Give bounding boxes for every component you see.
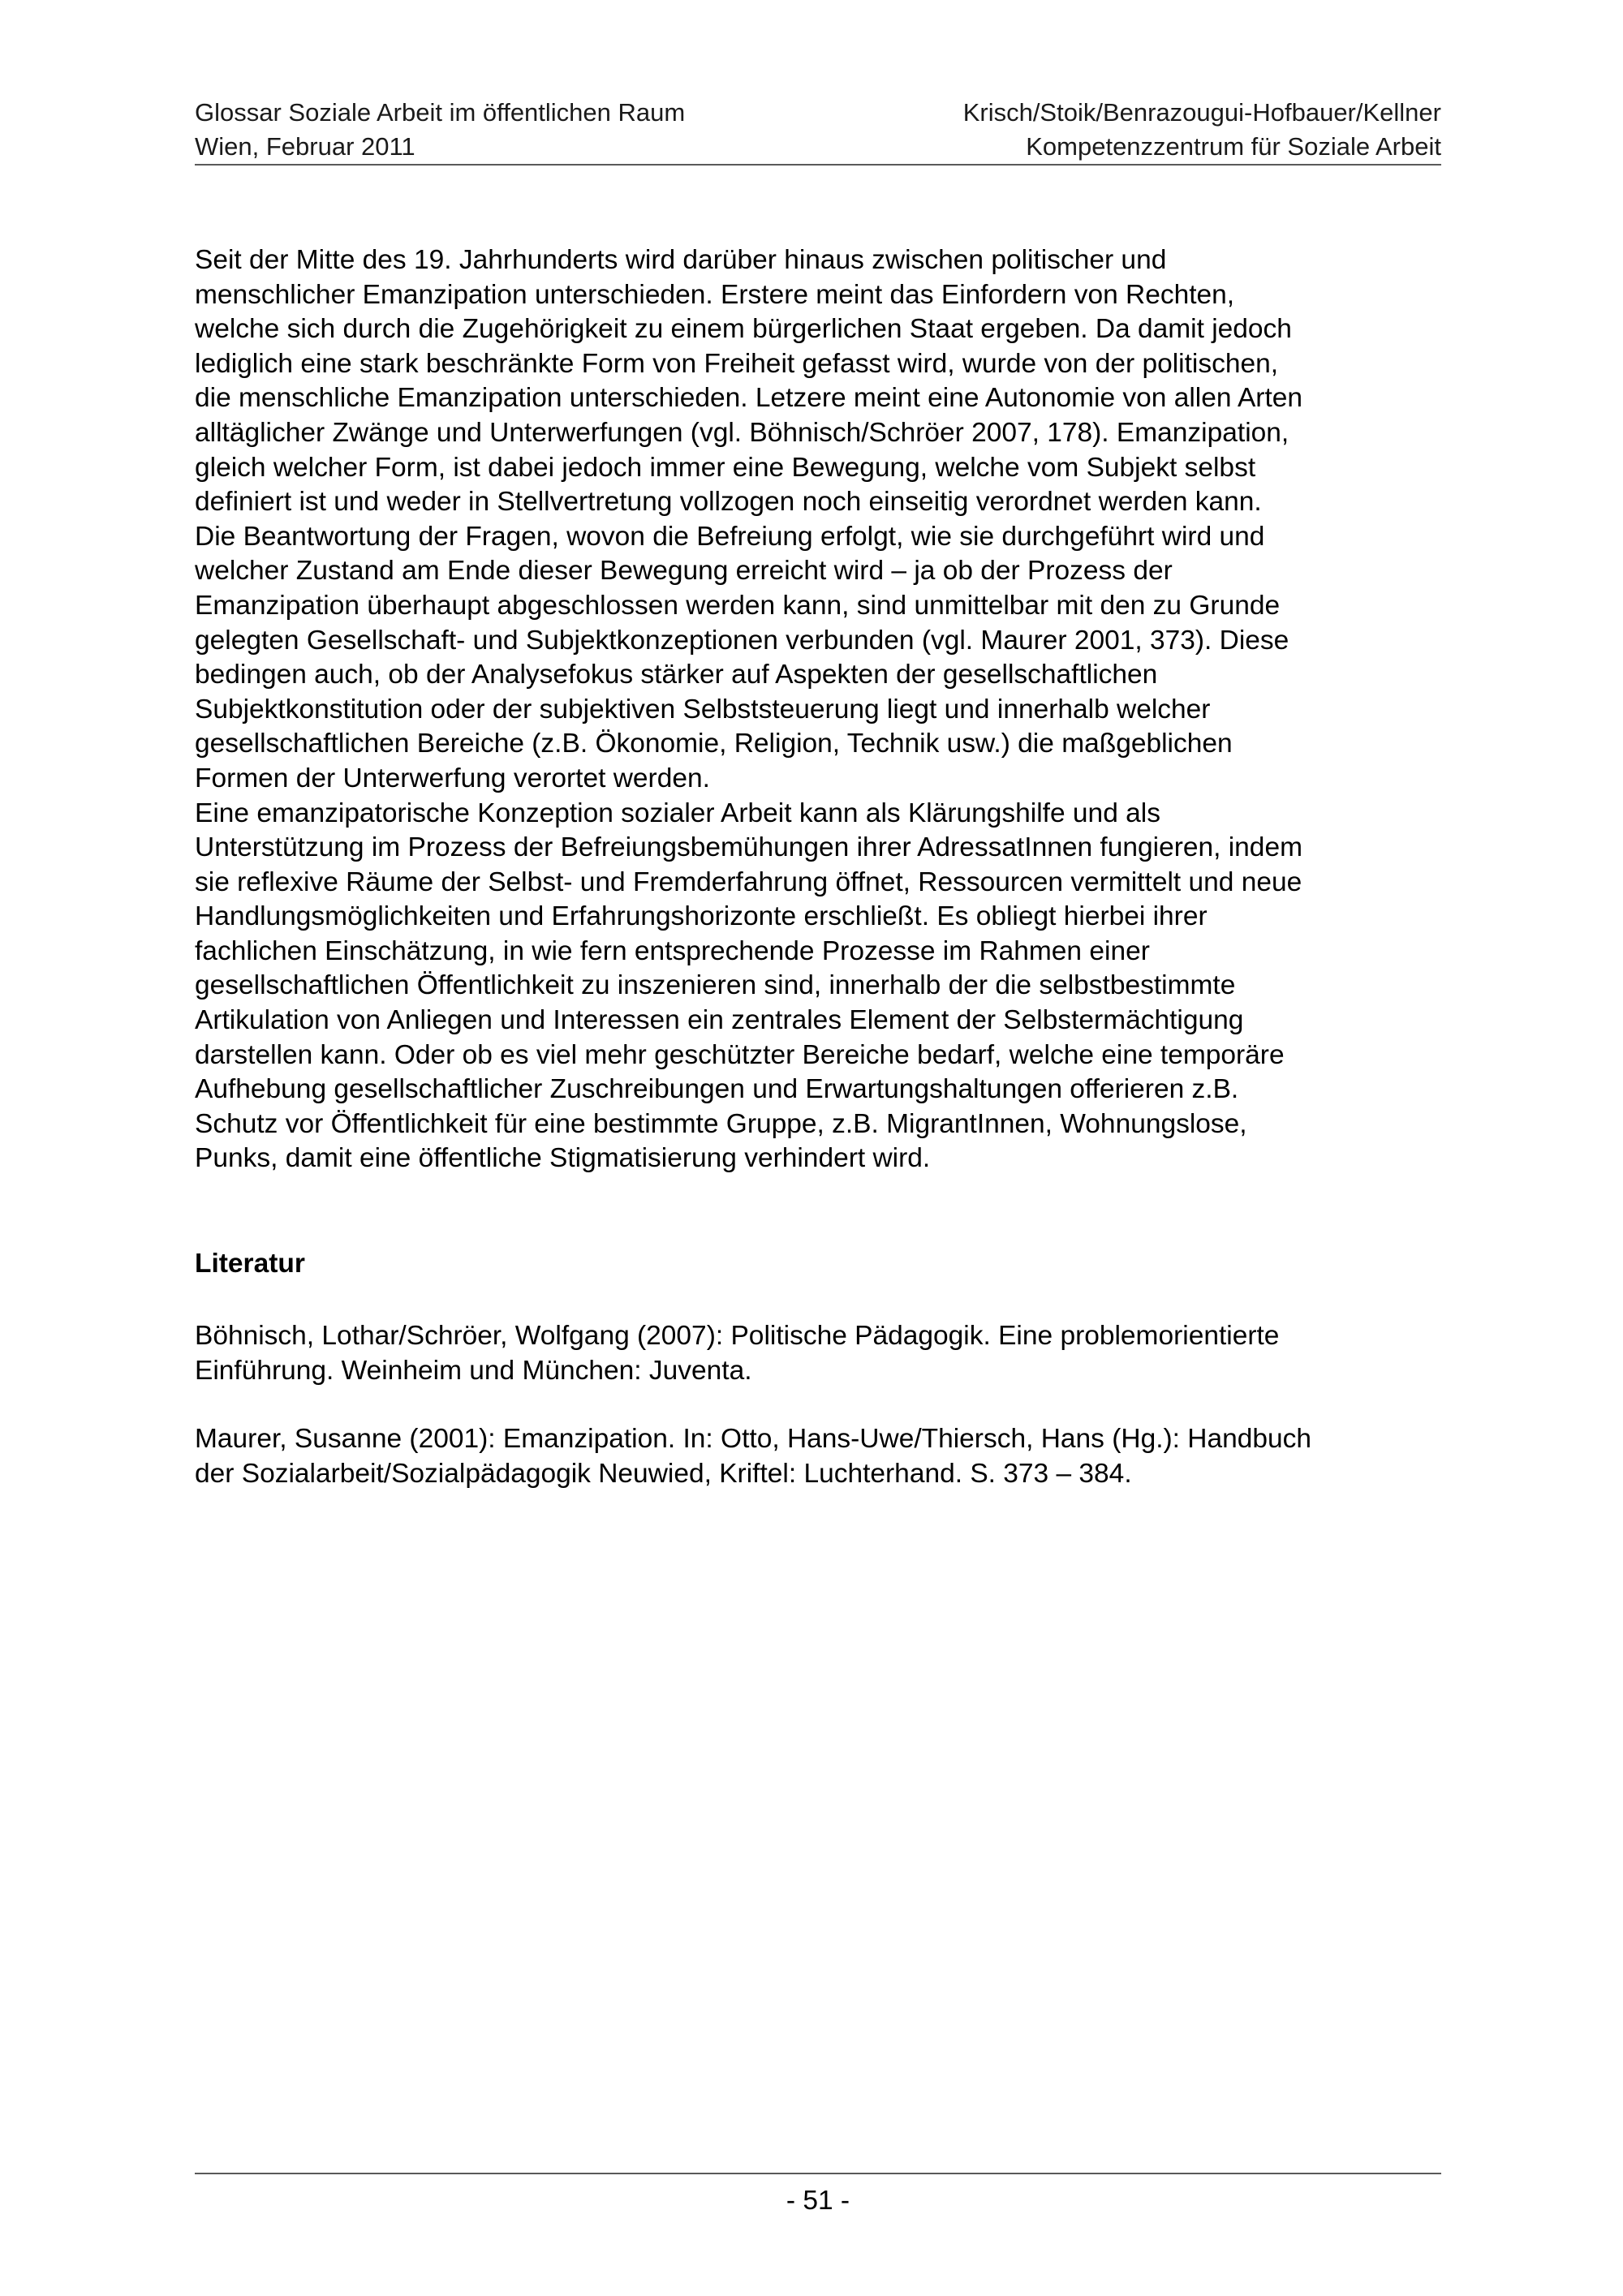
body-line: die menschliche Emanzipation unterschieden. Letzere meint eine Autonomie von allen Arten — [195, 383, 1303, 414]
reference-entry — [195, 1319, 1461, 1388]
header-institution: Kompetenzzentrum für Soziale Arbeit — [1026, 132, 1441, 161]
body-line: Eine emanzipatorische Konzeption sozialer Arbeit kann als Klärungshilfe und als — [195, 798, 1160, 828]
body-line: fachlichen Einschätzung, in wie fern entsprechende Prozesse im Rahmen einer — [195, 935, 1150, 966]
header-right — [963, 96, 1441, 164]
body-line: definiert ist und weder in Stellvertretung vollzogen noch einseitig verordnet werden kann. — [195, 487, 1262, 518]
header-authors: Krisch/Stoik/Benrazougui-Hofbauer/Kellner — [962, 98, 1441, 127]
reference-list — [195, 1319, 1461, 1525]
page-header — [195, 96, 1441, 166]
body-line: Emanzipation überhaupt abgeschlossen werden kann, sind unmittelbar mit den zu Grunde — [195, 590, 1281, 621]
body-line: menschlicher Emanzipation unterschieden. Erstere meint das Einfordern von Rechten, — [195, 279, 1235, 310]
header-title: Glossar Soziale Arbeit im öffentlichen Raum — [195, 98, 686, 127]
body-line: Aufhebung gesellschaftlicher Zuschreibungen und Erwartungshaltungen offerieren z.B. — [195, 1074, 1239, 1105]
body-line: Formen der Unterwerfung verortet werden. — [195, 763, 710, 793]
reference-line: Einführung. Weinheim und München: Juventa. — [195, 1355, 752, 1386]
body-line: alltäglicher Zwänge und Unterwerfungen (vgl. Böhnisch/Schröer 2007, 178). Emanzipation, — [195, 417, 1289, 448]
body-line: lediglich eine stark beschränkte Form von Freiheit gefasst wird, wurde von der politischen, — [195, 348, 1279, 379]
body-line: Handlungsmöglichkeiten und Erfahrungshorizonte erschließt. Es obliegt hierbei ihrer — [195, 901, 1208, 932]
body-line: gleich welcher Form, ist dabei jedoch immer eine Bewegung, welche vom Subjekt selbst — [195, 452, 1256, 483]
body-text — [195, 243, 1461, 1176]
body-line: welcher Zustand am Ende dieser Bewegung erreicht wird – ja ob der Prozess der — [195, 556, 1173, 587]
body-line: Punks, damit eine öffentliche Stigmatisierung verhindert wird. — [195, 1143, 931, 1174]
reference-line: Böhnisch, Lothar/Schröer, Wolfgang (2007): Politische Pädagogik. Eine problemorientierte — [195, 1321, 1280, 1351]
page-number: - 51 - — [786, 2186, 850, 2216]
body-line: gesellschaftlichen Bereiche (z.B. Ökonomie, Religion, Technik usw.) die maßgeblichen — [195, 729, 1233, 759]
header-left — [195, 96, 685, 164]
header-date: Wien, Februar 2011 — [195, 132, 415, 161]
reference-line: der Sozialarbeit/Sozialpädagogik Neuwied, Kriftel: Luchterhand. S. 373 – 384. — [195, 1458, 1132, 1489]
body-line: Artikulation von Anliegen und Interessen ein zentrales Element der Selbstermächtigung — [195, 1005, 1244, 1036]
body-line: Subjektkonstitution oder der subjektiven Selbststeuerung liegt und innerhalb welcher — [195, 694, 1211, 724]
page-footer — [195, 2173, 1441, 2218]
body-line: Schutz vor Öffentlichkeit für eine bestimmte Gruppe, z.B. MigrantInnen, Wohnungslose, — [195, 1108, 1247, 1139]
body-line: welche sich durch die Zugehörigkeit zu einem bürgerlichen Staat ergeben. Da damit jedoch — [195, 314, 1292, 345]
reference-entry — [195, 1422, 1461, 1491]
body-line: darstellen kann. Oder ob es viel mehr geschützter Bereiche bedarf, welche eine temporäre — [195, 1039, 1285, 1070]
body-line: Unterstützung im Prozess der Befreiungsbemühungen ihrer AdressatInnen fungieren, indem — [195, 832, 1302, 863]
body-line: gelegten Gesellschaft- und Subjektkonzeptionen verbunden (vgl. Maurer 2001, 373). Diese — [195, 625, 1289, 656]
literature-heading: Literatur — [195, 1249, 305, 1279]
body-line: bedingen auch, ob der Analysefokus stärker auf Aspekten der gesellschaftlichen — [195, 660, 1158, 690]
body-line: sie reflexive Räume der Selbst- und Fremderfahrung öffnet, Ressourcen vermittelt und neue — [195, 866, 1302, 897]
body-line: Die Beantwortung der Fragen, wovon die Befreiung erfolgt, wie sie durchgeführt wird und — [195, 521, 1265, 552]
body-line: Seit der Mitte des 19. Jahrhunderts wird darüber hinaus zwischen politischer und — [195, 245, 1167, 275]
body-line: gesellschaftlichen Öffentlichkeit zu inszenieren sind, innerhalb der die selbstbestimmte — [195, 970, 1236, 1001]
reference-line: Maurer, Susanne (2001): Emanzipation. In: Otto, Hans-Uwe/Thiersch, Hans (Hg.): Handbuch — [195, 1424, 1312, 1455]
